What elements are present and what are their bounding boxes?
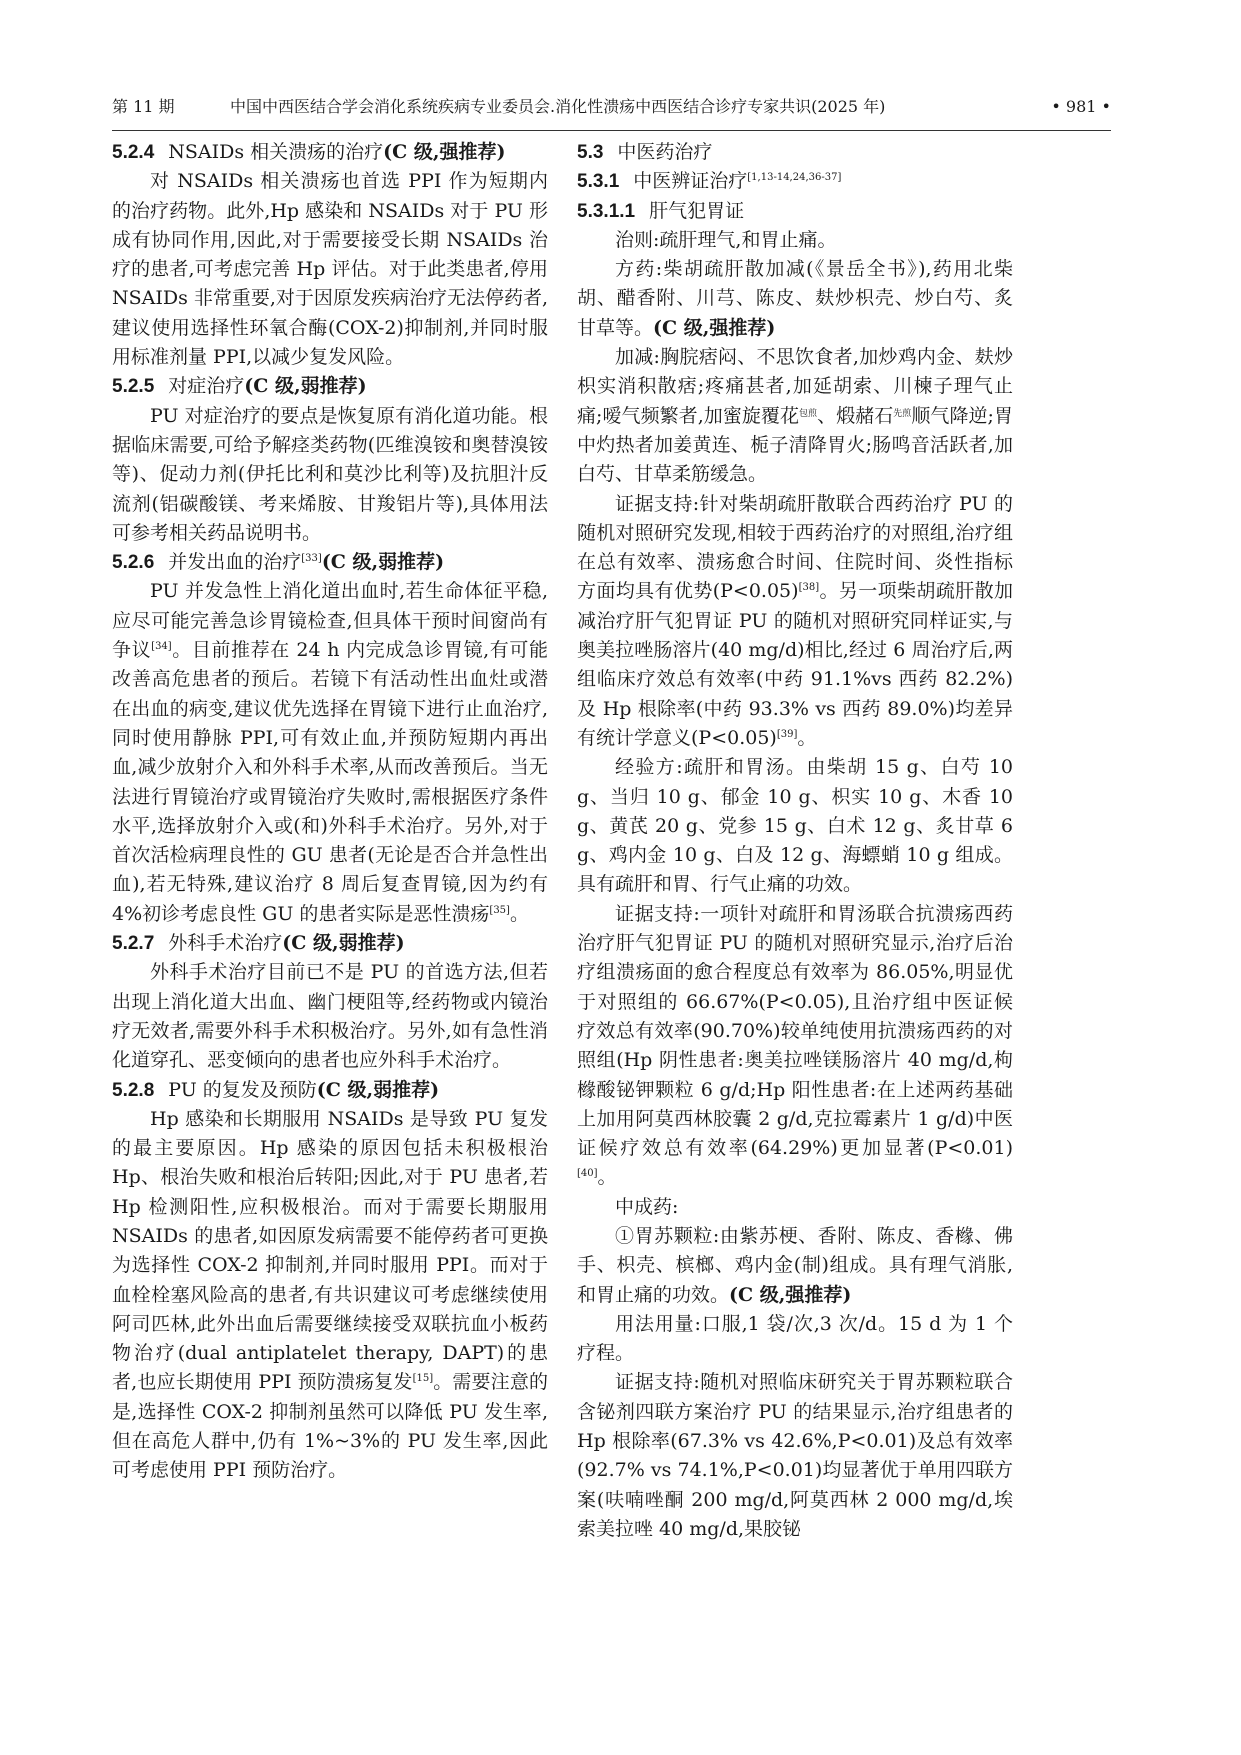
section-heading-5-2-8 — [112, 1076, 548, 1105]
paragraph: 治则:疏肝理气,和胃止痛。 — [615, 228, 837, 251]
section-title: 外科手术治疗 — [168, 932, 283, 955]
running-header — [112, 92, 1111, 131]
text-run: 。 — [797, 726, 817, 749]
paragraph — [577, 255, 1013, 343]
paragraph: 中成药: — [615, 1195, 679, 1218]
text-run: PU 并发急性上消化道出血时,若生命体征平稳,应尽可能完善急诊胃镜检查,但具体干预时间窗尚有争议 — [112, 580, 548, 662]
section-number: 5.2.8 — [112, 1079, 155, 1101]
section-title: 肝气犯胃证 — [649, 199, 745, 222]
text-run: 顺气降逆;胃中灼热者加姜黄连、栀子清降胃火;肠鸣音活跃者,加白芍、甘草柔筋缓急。 — [577, 404, 1013, 486]
text-run: ①胃苏颗粒:由紫苏梗、香附、陈皮、香橼、佛手、枳壳、槟榔、鸡内金(制)组成。具有理气消胀,和胃止痛的功效。 — [577, 1224, 1013, 1306]
citation[interactable]: [38] — [798, 582, 820, 594]
text-run: 、煅赭石 — [817, 404, 894, 427]
citation[interactable]: [1,13-14,24,36-37] — [747, 172, 842, 184]
left-column — [112, 138, 548, 1486]
text-run: 证据支持:一项针对疏肝和胃汤联合抗溃疡西药治疗肝气犯胃证 PU 的随机对照研究显示,治疗后治疗组溃疡面的愈合程度总有效率为 86.05%,明显优于对照组的 66.67%(P<0.05),且治疗组中医证候疗效总有效率(90.70%)较单纯使用抗溃疡西药的对照组(Hp 阴性患者:奥美拉唑镁肠溶片 40 mg/d,枸橼酸铋钾颗粒 6 g/d;Hp 阳性患者:在上述两药基础上加用阿莫西林胶囊 2 g/d,克拉霉素片 1 g/d)中医证候疗效总有效率(64.29%)更加显著(P<0.01) — [577, 902, 1013, 1160]
preparation-note: 先煎 — [893, 408, 912, 419]
paragraph — [577, 1222, 1013, 1310]
section-number: 5.3.1 — [577, 171, 620, 193]
citation[interactable]: [39] — [776, 728, 798, 740]
section-number: 5.3.1.1 — [577, 200, 636, 222]
recommendation-grade: (C 级,强推荐) — [383, 141, 506, 163]
text-run: 。需要注意的是,选择性 COX-2 抑制剂虽然可以降低 PU 发生率,但在高危人群中,仍有 1%~3%的 PU 发生率,因此可考虑使用 PPI 预防治疗。 — [112, 1371, 548, 1482]
paragraph: 外科手术治疗目前已不是 PU 的首选方法,但若出现上消化道大出血、幽门梗阻等,经药物或内镜治疗无效者,需要外科手术积极治疗。另外,如有急性消化道穿孔、恶变倾向的患者也应外科手术治疗。 — [112, 961, 548, 1072]
section-heading-5-3 — [577, 138, 1013, 167]
text-run: 。 — [597, 1166, 617, 1189]
paragraph — [112, 577, 548, 929]
text-run: 。 — [509, 902, 529, 925]
citation[interactable]: [35] — [489, 904, 510, 916]
text-run: 证据支持:针对柴胡疏肝散联合西药治疗 PU 的随机对照研究发现,相较于西药治疗的对照组,治疗组在总有效率、溃疡愈合时间、住院时间、炎性指标方面均具有优势(P<0.05) — [577, 492, 1013, 603]
issue-number: 第 11 期 — [112, 97, 175, 116]
text-run: 方药:柴胡疏肝散加减(《景岳全书》),药用北柴胡、醋香附、川芎、陈皮、麸炒枳壳、炒白芍、炙甘草等。 — [577, 258, 1013, 339]
recommendation-grade: (C 级,弱推荐) — [282, 932, 405, 955]
preparation-note: 包煎 — [799, 408, 818, 419]
text-run: 。目前推荐在 24 h 内完成急诊胃镜,有可能改善高危患者的预后。若镜下有活动性出血灶或潜在出血的病变,建议优先选择在胃镜下进行止血治疗,同时使用静脉 PPI,可有效止血,并预防短期内再出血,减少放射介入和外科手术率,从而改善预后。当无法进行胃镜治疗或胃镜治疗失败时,需根据医疗条件水平,选择放射介入或(和)外科手术治疗。另外,对于首次活检病理良性的 GU 患者(无论是否合并急性出血),若无特殊,建议治疗 8 周后复查胃镜,因为约有 4%初诊考虑良性 GU 的患者实际是恶性溃疡 — [112, 639, 548, 925]
citation[interactable]: [40] — [577, 1168, 598, 1180]
paragraph — [577, 490, 1013, 754]
paragraph: 对 NSAIDs 相关溃疡也首选 PPI 作为短期内的治疗药物。此外,Hp 感染和 NSAIDs 对于 PU 形成有协同作用,因此,对于需要接受长期 NSAIDs 治疗的患者,可考虑完善 Hp 评估。对于此类患者,停用 NSAIDs 非常重要,对于因原发疾病治疗无法停药者,建议使用选择性环氧合酶(COX-2)抑制剂,并同时服用标准剂量 PPI,以减少复发风险。 — [112, 170, 548, 369]
text-run: Hp 感染和长期服用 NSAIDs 是导致 PU 复发的最主要原因。Hp 感染的原因包括未积极根治 Hp、根治失败和根治后转阳;因此,对于 PU 患者,若 Hp 检测阳性,应积极根治。而对于需要长期服用 NSAIDs 的患者,如因原发病需要不能停药者可更换为选择性 COX-2 抑制剂,并同时服用 PPI。而对于血栓栓塞风险高的患者,有共识建议可考虑继续使用阿司匹林,此外出血后需要继续接受双联抗血小板药物治疗(dual antiplatelet therapy, DAPT)的患者,也应长期使用 PPI 预防溃疡复发 — [112, 1107, 548, 1394]
page-number: • 981 • — [1051, 97, 1111, 116]
section-title: 中医药治疗 — [617, 141, 713, 163]
section-heading-5-2-6 — [112, 548, 548, 577]
section-number: 5.2.5 — [112, 376, 155, 398]
text-run: 。另一项柴胡疏肝散加减治疗肝气犯胃证 PU 的随机对照研究同样证实,与奥美拉唑肠溶片(40 mg/d)相比,经过 6 周治疗后,两组临床疗效总有效率(中药 91.1%vs 西药 82.2%)及 Hp 根除率(中药 93.3% vs 西药 89.0%)均差异有统计学意义(P<0.05) — [577, 580, 1013, 749]
section-heading-5-2-4 — [112, 138, 548, 167]
section-number: 5.2.6 — [112, 552, 155, 574]
paragraph: 用法用量:口服,1 袋/次,3 次/d。15 d 为 1 个疗程。 — [577, 1312, 1013, 1365]
section-heading-5-3-1 — [577, 167, 1013, 196]
paragraph — [577, 900, 1013, 1193]
citation[interactable]: [33] — [301, 553, 322, 565]
recommendation-grade: (C 级,强推荐) — [729, 1283, 852, 1306]
text-run: 加减:胸脘痞闷、不思饮食者,加炒鸡内金、麸炒枳实消积散痞;疼痛甚者,加延胡索、川楝子理气止痛;嗳气频繁者,加蜜旋覆花 — [577, 346, 1013, 427]
paragraph: 经验方:疏肝和胃汤。由柴胡 15 g、白芍 10 g、当归 10 g、郁金 10 g、枳实 10 g、木香 10 g、黄芪 20 g、党参 15 g、白术 12 g、炙甘草 6 g、鸡内金 10 g、白及 12 g、海螵蛸 10 g 组成。具有疏肝和胃、行气止痛的功效。 — [577, 756, 1013, 896]
section-title: 中医辨证治疗 — [633, 170, 748, 193]
paragraph — [112, 1105, 548, 1486]
section-heading-5-3-1-1 — [577, 197, 1013, 226]
recommendation-grade: (C 级,弱推荐) — [316, 1078, 440, 1101]
recommendation-grade: (C 级,弱推荐) — [321, 551, 445, 574]
citation[interactable]: [34] — [151, 641, 172, 653]
section-number: 5.2.4 — [112, 142, 155, 163]
paragraph: PU 对症治疗的要点是恢复原有消化道功能。根据临床需要,可给予解痉类药物(匹维溴铵和奥替溴铵等)、促动力剂(伊托比利和莫沙比利等)及抗胆汁反流剂(铝碳酸镁、考来烯胺、甘羧铝片等),具体用法可参考相关药品说明书。 — [112, 404, 548, 544]
section-heading-5-2-7 — [112, 929, 548, 958]
section-title: 对症治疗 — [168, 375, 245, 398]
running-title: 中国中西医结合学会消化系统疾病专业委员会.消化性溃疡中西医结合诊疗专家共识(2025 年) — [230, 97, 886, 116]
citation[interactable]: [15] — [412, 1373, 434, 1385]
right-column — [577, 138, 1013, 1544]
section-heading-5-2-5 — [112, 372, 548, 401]
paragraph: 证据支持:随机对照临床研究关于胃苏颗粒联合含铋剂四联方案治疗 PU 的结果显示,治疗组患者的 Hp 根除率(67.3% vs 42.6%,P<0.01)及总有效率(92.7% vs 74.1%,P<0.01)均显著优于单用四联方案(呋喃唑酮 200 mg/d,阿莫西林 2 000 mg/d,埃索美拉唑 40 mg/d,果胶铋 — [577, 1371, 1013, 1540]
section-title: 并发出血的治疗 — [168, 551, 302, 574]
recommendation-grade: (C 级,弱推荐) — [244, 375, 367, 398]
section-title: NSAIDs 相关溃疡的治疗 — [168, 141, 384, 163]
recommendation-grade: (C 级,强推荐) — [653, 316, 776, 339]
paragraph — [577, 343, 1013, 489]
section-title: PU 的复发及预防 — [168, 1078, 317, 1101]
section-number: 5.2.7 — [112, 933, 155, 955]
section-number: 5.3 — [577, 142, 604, 163]
